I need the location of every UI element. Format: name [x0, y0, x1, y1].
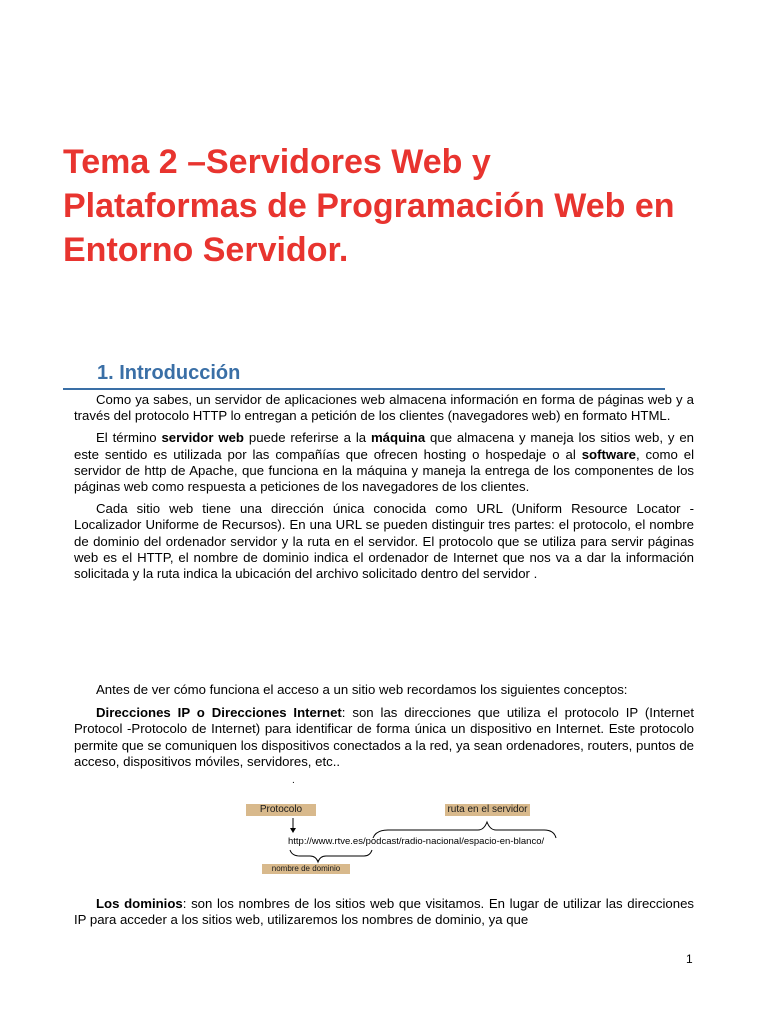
concepts-body [74, 682, 694, 776]
intro-p2-text-end: , como el servidor de http de Apache, que funciona en la máquina y maneja la entrega de los componentes de los páginas web como respuesta a peticiones de los navegadores de los clientes. [74, 446, 694, 495]
domains-definition-text: : son los nombres de los sitios web que visitamos. En lugar de utilizar las direcciones IP para acceder a los sitios web, utilizaremos los nombres de dominio, ya que [74, 896, 695, 928]
intro-paragraph-1: Como ya sabes, un servidor de aplicaciones web almacena información en forma de páginas web y a través del protocolo HTTP lo entregan a petición de los clientes (navegadores web) en formato HTML. [74, 392, 694, 424]
term-maquina: máquina [370, 430, 426, 446]
term-dominios: Los dominios [96, 896, 183, 911]
intro-p2-text-mid-2: que almacena y maneja los sitios web, y en este sentido es utilizada por las compañías que ofrecen hosting o hospedaje o al [74, 430, 694, 462]
page-number: 1 [686, 952, 693, 966]
domains-body [74, 896, 694, 934]
path-label: ruta en el servidor [445, 804, 530, 816]
domains-definition [74, 896, 694, 928]
title-line-2: Plataformas de Programación Web en [63, 187, 675, 225]
domain-brace-icon [290, 850, 372, 862]
intro-p2-text-mid-1: puede referirse a la [244, 430, 371, 446]
intro-p2-text-start: El término [96, 430, 162, 446]
domain-label: nombre de dominio [262, 864, 350, 874]
term-servidor-web: servidor web [161, 430, 244, 446]
ip-definition-text: : son las direcciones que utiliza el protocolo IP (Internet Protocol -Protocolo de Internet) para identificar de forma única un dispositivo en Internet. Este protocolo permite que se comuniquen los dispositivos conectados a la red, ya sean ordenadores, routers, puntos de acceso, dispositivos móviles, servidores, etc.. [74, 705, 695, 769]
ip-definition [74, 705, 694, 770]
url-diagram [230, 776, 580, 880]
example-url: http://www.rtve.es/podcast/radio-nacional/espacio-en-blanco/ [288, 836, 545, 847]
introduction-body [74, 392, 694, 588]
title-line-1: Tema 2 –Servidores Web y [63, 143, 491, 181]
protocol-arrow-icon [290, 818, 296, 833]
term-software: software [581, 446, 636, 462]
intro-paragraph-2 [74, 430, 694, 495]
concepts-lead: Antes de ver cómo funciona el acceso a un sitio web recordamos los siguientes conceptos: [96, 682, 628, 697]
title-line-3: Entorno Servidor. [63, 231, 349, 269]
section-heading-introduccion: 1. Introducción [63, 360, 665, 390]
diagram-dot: . [292, 775, 295, 786]
protocol-label: Protocolo [246, 804, 316, 816]
intro-paragraph-3: Cada sitio web tiene una dirección única conocida como URL (Uniform Resource Locator - Localizador Uniforme de Recursos). En una URL se pueden distinguir tres partes: el protocolo, el nombre de dominio del ordenador servidor y la ruta en el servidor. El protocolo que se utiliza para servir páginas web es el HTTP, el nombre de dominio indica el ordenador de Internet que nos va a dar la información solicitada y la ruta indica la ubicación del archivo solicitado dentro del servidor . [74, 501, 694, 582]
document-title [63, 140, 723, 272]
term-direcciones-ip: Direcciones IP o Direcciones Internet [96, 705, 342, 721]
